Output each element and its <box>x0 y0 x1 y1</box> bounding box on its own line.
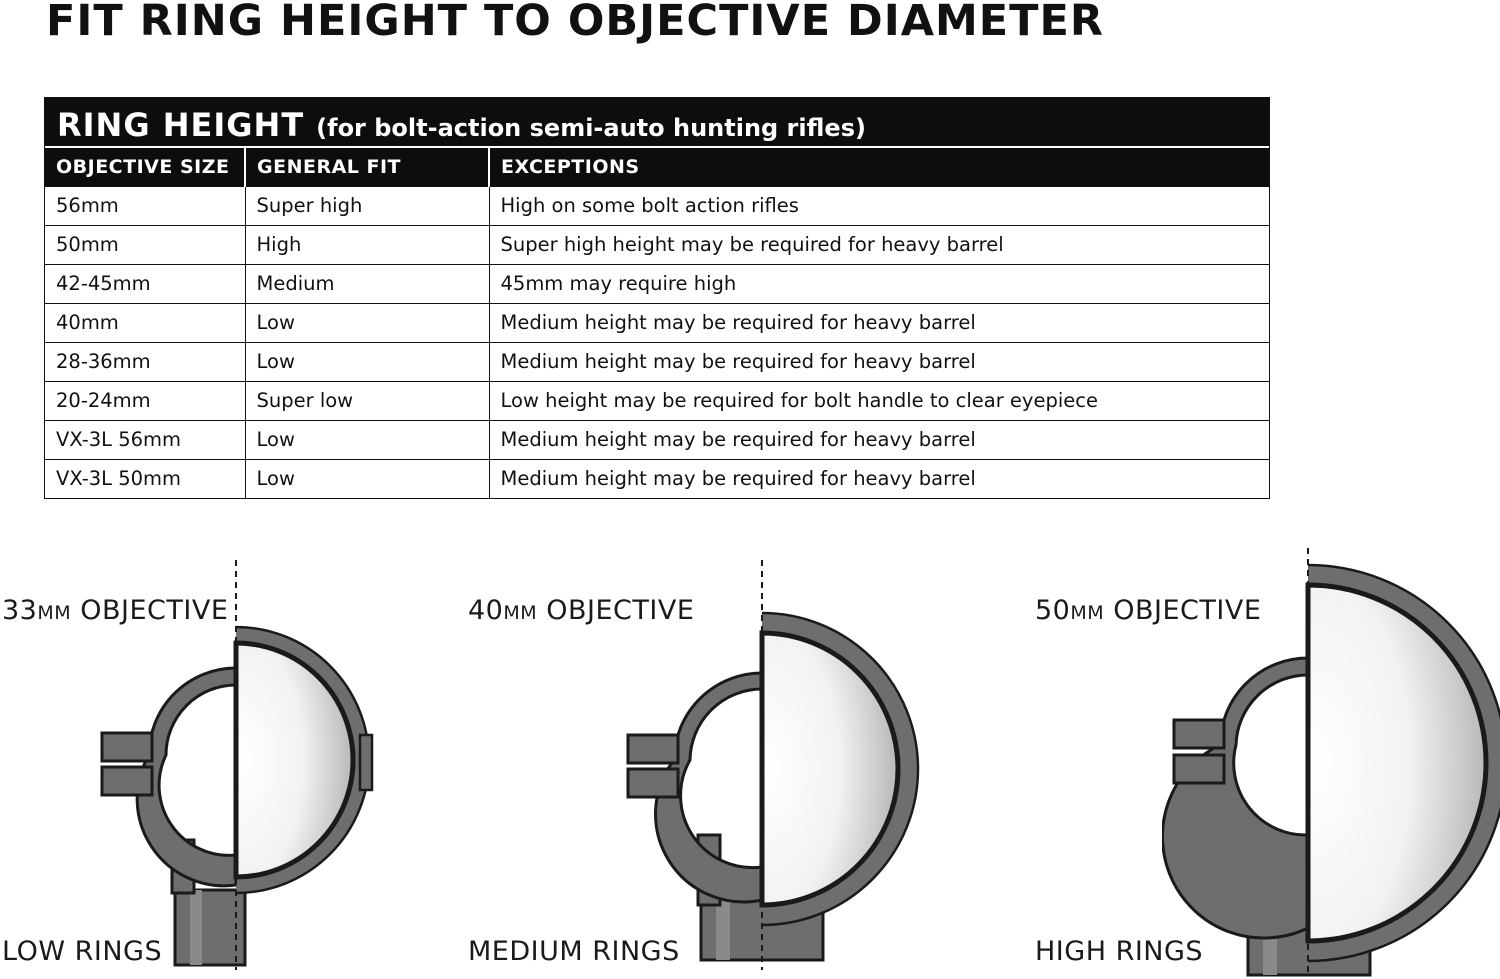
medium-scope-ring-icon <box>616 555 946 975</box>
cell-exceptions: Medium height may be required for heavy barrel <box>489 303 1269 342</box>
cell-exceptions: High on some bolt action rifles <box>489 186 1269 225</box>
table-row <box>45 459 1269 498</box>
table-header-row <box>45 148 1269 186</box>
cell-exceptions: 45mm may require high <box>489 264 1269 303</box>
low-scope-ring-icon <box>90 555 390 975</box>
cell-general-fit: Medium <box>245 264 489 303</box>
cell-general-fit: Low <box>245 459 489 498</box>
column-header-exceptions: EXCEPTIONS <box>489 148 1269 186</box>
cell-general-fit: Low <box>245 420 489 459</box>
cell-general-fit: Low <box>245 342 489 381</box>
cell-objective-size: VX-3L 50mm <box>45 459 245 498</box>
cell-objective-size: 56mm <box>45 186 245 225</box>
cell-exceptions: Medium height may be required for heavy barrel <box>489 420 1269 459</box>
cell-objective-size: 28-36mm <box>45 342 245 381</box>
objective-label-40mm: 40MM OBJECTIVE <box>468 595 695 626</box>
cell-general-fit: Super low <box>245 381 489 420</box>
cell-general-fit: Low <box>245 303 489 342</box>
table-row <box>45 264 1269 303</box>
cell-general-fit: Super high <box>245 186 489 225</box>
cell-exceptions: Medium height may be required for heavy barrel <box>489 459 1269 498</box>
cell-objective-size: 20-24mm <box>45 381 245 420</box>
table-banner-subtitle: (for bolt-action semi-auto hunting rifles) <box>316 113 866 142</box>
ring-label-low: LOW RINGS <box>2 936 163 967</box>
cell-objective-size: 50mm <box>45 225 245 264</box>
cell-exceptions: Super high height may be required for heavy barrel <box>489 225 1269 264</box>
cell-objective-size: 40mm <box>45 303 245 342</box>
cell-exceptions: Medium height may be required for heavy barrel <box>489 342 1269 381</box>
cell-exceptions: Low height may be required for bolt handle to clear eyepiece <box>489 381 1269 420</box>
table-row <box>45 186 1269 225</box>
cell-objective-size: 42-45mm <box>45 264 245 303</box>
page-title: FIT RING HEIGHT TO OBJECTIVE DIAMETER <box>46 0 1104 46</box>
column-header-general-fit: GENERAL FIT <box>245 148 489 186</box>
table-row <box>45 225 1269 264</box>
cell-objective-size: VX-3L 56mm <box>45 420 245 459</box>
table-row <box>45 303 1269 342</box>
high-scope-ring-icon <box>1162 545 1500 977</box>
objective-label-33mm: 33MM OBJECTIVE <box>2 595 229 626</box>
ring-height-table <box>44 97 1270 499</box>
table-banner-title: RING HEIGHT <box>57 106 305 144</box>
column-header-objective-size: OBJECTIVE SIZE <box>45 148 245 186</box>
ring-height-grid <box>45 148 1269 498</box>
table-row <box>45 420 1269 459</box>
ring-label-high: HIGH RINGS <box>1035 936 1204 967</box>
objective-label-50mm: 50MM OBJECTIVE <box>1035 595 1262 626</box>
table-banner <box>45 98 1269 148</box>
table-row <box>45 381 1269 420</box>
table-row <box>45 342 1269 381</box>
ring-label-medium: MEDIUM RINGS <box>468 936 680 967</box>
cell-general-fit: High <box>245 225 489 264</box>
